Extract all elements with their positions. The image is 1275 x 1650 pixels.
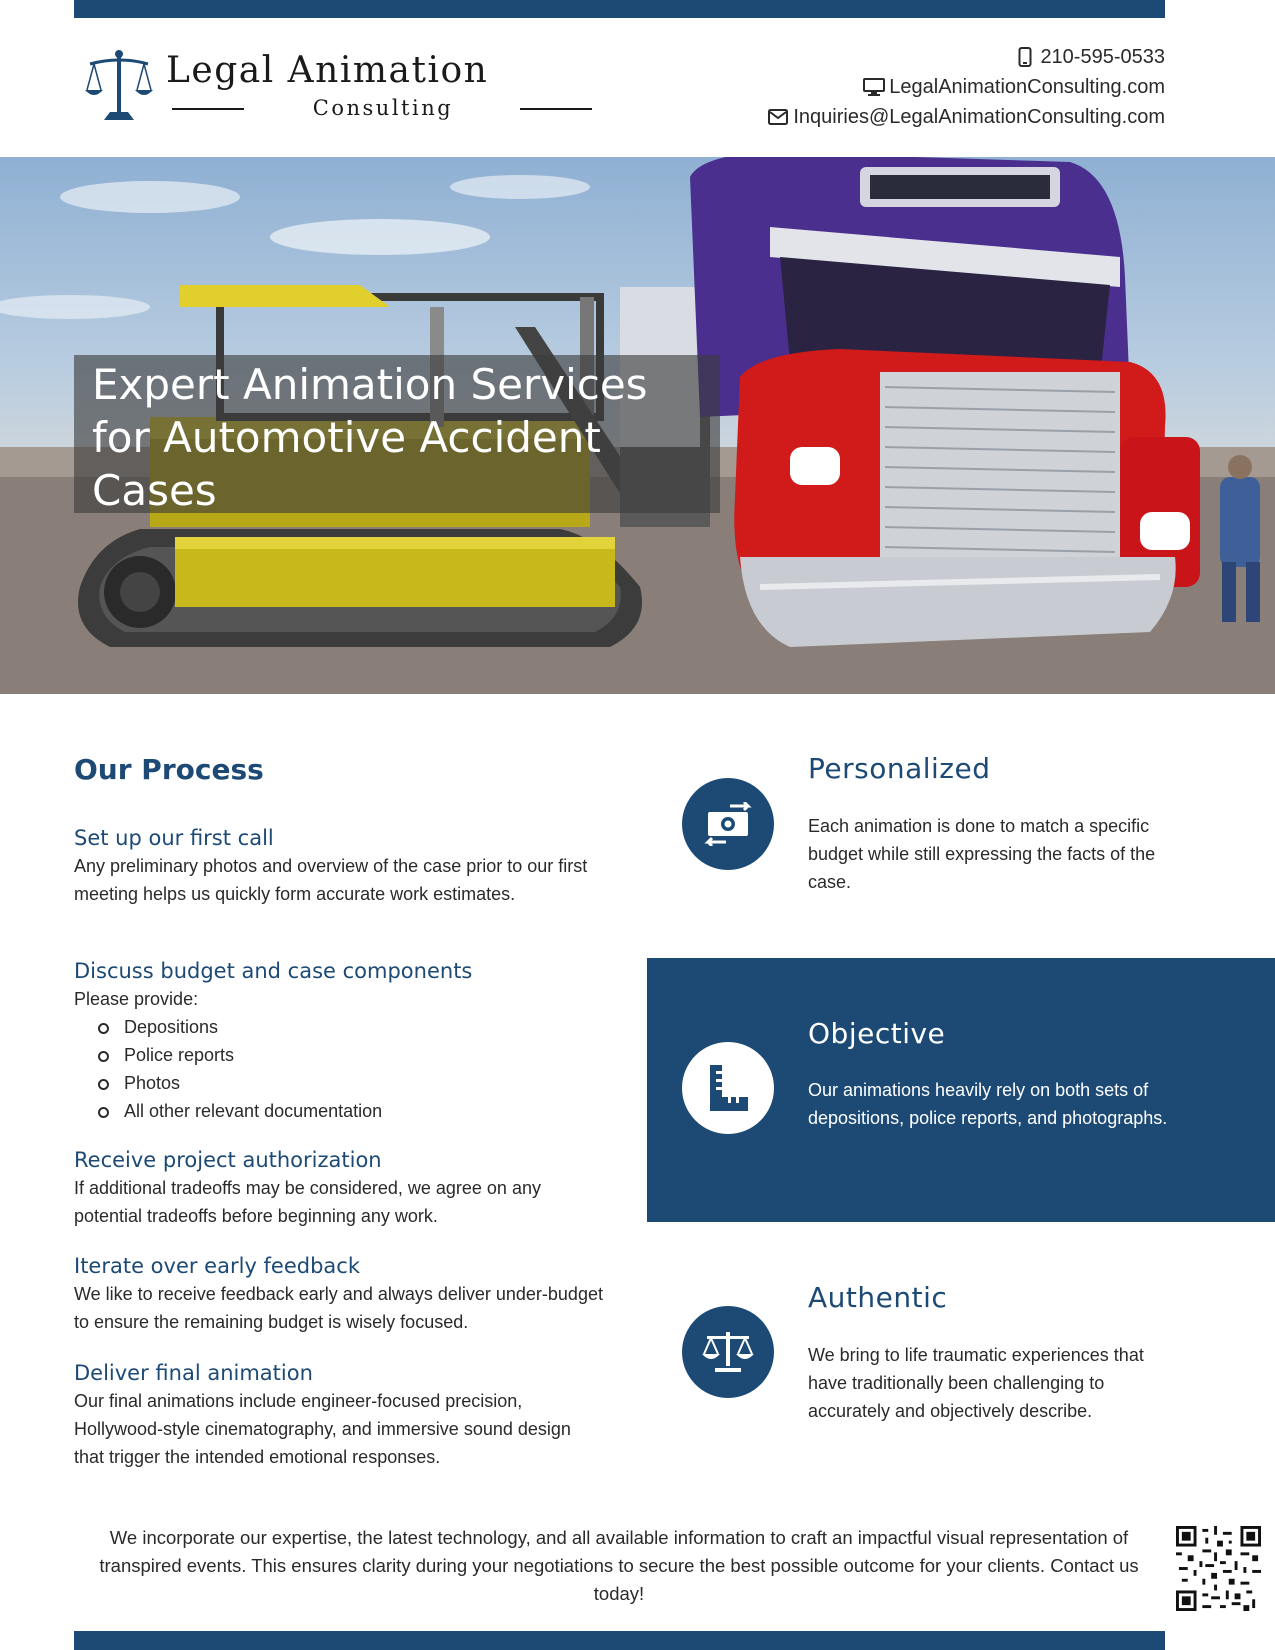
balance-scale-icon <box>682 1306 774 1398</box>
feature-title-personalized: Personalized <box>808 752 991 785</box>
process-step-first-call <box>74 824 604 908</box>
step-body: Please provide: <box>74 989 199 1009</box>
step-title: Iterate over early feedback <box>74 1254 361 1278</box>
ruler-icon <box>682 1042 774 1134</box>
step-body: Our final animations include engineer-focused precision, Hollywood-style cinematography, and immersive sound design that trigger the intended emotional responses. <box>74 1391 571 1467</box>
closing-statement: We incorporate our expertise, the latest technology, and all available information to craft an impactful visual representation of transpired events. This ensures clarity during your negotiations to secure the best possible outcome for your clients. Contact us today! <box>99 1527 1139 1604</box>
logo-rule-left <box>172 108 244 110</box>
contact-website[interactable] <box>767 72 1165 102</box>
top-accent-bar <box>74 0 1165 18</box>
step-body: We like to receive feedback early and always deliver under-budget to ensure the remaining budget is wisely focused. <box>74 1284 603 1332</box>
process-title: Our Process <box>74 753 264 786</box>
process-step-feedback <box>74 1252 604 1336</box>
company-subtitle: Consulting <box>312 96 454 120</box>
feature-title-objective: Objective <box>808 1017 946 1050</box>
contact-phone[interactable] <box>767 42 1165 72</box>
feature-body-authentic: We bring to life traumatic experiences that have traditionally been challenging to accurately and objectively describe. <box>808 1345 1144 1421</box>
website-link[interactable]: LegalAnimationConsulting.com <box>889 75 1165 98</box>
process-step-delivery <box>74 1359 604 1471</box>
email-link[interactable]: Inquiries@LegalAnimationConsulting.com <box>793 105 1165 128</box>
step-title: Receive project authorization <box>74 1148 382 1172</box>
step-title: Set up our first call <box>74 826 274 850</box>
company-subtitle-row <box>172 96 592 120</box>
company-logo[interactable] <box>84 48 524 122</box>
logo-rule-right <box>520 108 592 110</box>
desktop-monitor-icon <box>863 77 885 97</box>
list-item: All other relevant documentation <box>98 1097 604 1125</box>
contact-block <box>767 42 1165 132</box>
list-item: Photos <box>98 1069 604 1097</box>
step-title: Discuss budget and case components <box>74 959 473 983</box>
scales-of-justice-icon <box>84 50 154 122</box>
process-step-authorization <box>74 1146 604 1230</box>
process-step-budget <box>74 957 604 1125</box>
step-title: Deliver final animation <box>74 1361 313 1385</box>
feature-body-personalized: Each animation is done to match a specific budget while still expressing the facts of the case. <box>808 816 1156 892</box>
step-body: Any preliminary photos and overview of the case prior to our first meeting helps us quickly form accurate work estimates. <box>74 856 588 904</box>
contact-email[interactable] <box>767 102 1165 132</box>
envelope-icon <box>767 107 789 127</box>
hero-title: Expert Animation Services for Automotive Accident Cases <box>92 360 648 515</box>
phone-number: 210-595-0533 <box>1040 45 1165 68</box>
money-exchange-icon <box>682 778 774 870</box>
mobile-phone-icon <box>1014 47 1036 67</box>
company-name: Legal Animation <box>166 50 489 91</box>
bottom-accent-bar <box>74 1631 1165 1650</box>
list-item: Police reports <box>98 1041 604 1069</box>
step-body: If additional tradeoffs may be considered, we agree on any potential tradeoffs before beginning any work. <box>74 1178 541 1226</box>
feature-body-objective: Our animations heavily rely on both sets of depositions, police reports, and photographs. <box>808 1080 1168 1128</box>
document-checklist <box>98 1013 604 1125</box>
list-item: Depositions <box>98 1013 604 1041</box>
qr-code-icon[interactable] <box>1176 1526 1261 1611</box>
feature-title-authentic: Authentic <box>808 1281 948 1314</box>
